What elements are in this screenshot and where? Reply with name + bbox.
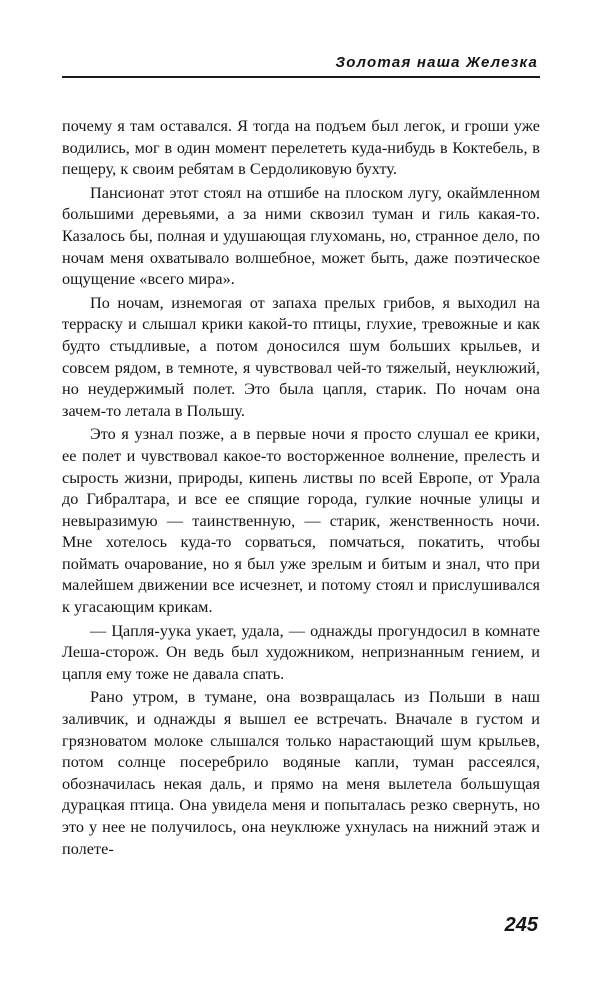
paragraph: Пансионат этот стоял на отшибе на плоском лугу, окаймленном большими деревьями, а за ними сквозил туман и гиль какая-то. Казалось бы, полная и удушающая глухомань, но, странное дело, по ночам меня охватывало волшебное, может быть, даже поэтическое ощущение «всего мира». [62, 183, 540, 289]
running-title: Золотая наша Железка [335, 54, 538, 71]
body-text [62, 116, 540, 860]
page-number: 245 [504, 914, 538, 936]
running-header [62, 54, 540, 78]
paragraph: Рано утром, в тумане, она возвращалась из Польши в наш заливчик, и однажды я вышел ее встречать. Вначале в густом и грязноватом молоке слышался только нарастающий шум крыльев, потом солнце посеребрило водяные капли, туман рассеялся, обозначилась некая даль, и прямо на меня вылетела большущая дурацкая птица. Она увидела меня и попыталась резко свернуть, но это у нее не получилось, она неуклюже ухнулась на нижний этаж и полете- [62, 688, 540, 858]
paragraph: Это я узнал позже, а в первые ночи я просто слушал ее крики, ее полет и чувствовал какое-то восторженное волнение, прелесть и сырость жизни, природы, кипень листвы по всей Европе, от Урала до Гибралтара, и все ее спящие города, гулкие ночные улицы и невыразимую — таинственную, — старик, женственность ночи. Мне хотелось куда-то сорваться, помчаться, покатить, чтобы поймать очарование, но я был уже зрелым и битым и знал, что при малейшем движении все исчезнет, и потому стоял и прислушивался к угасающим крикам. [62, 425, 540, 617]
paragraph: — Цапля-уука укает, удала, — однажды прогундосил в комнате Леша-сторож. Он ведь был художником, непризнанным гением, и цапля ему тоже не давала спать. [62, 621, 540, 683]
paragraph: почему я там оставался. Я тогда на подъем был легок, и гроши уже водились, мог в один момент перелететь куда-нибудь в Коктебель, в пещеру, к своим ребятам в Сердоликовую бухту. [62, 117, 540, 179]
paragraph: По ночам, изнемогая от запаха прелых грибов, я выходил на терраску и слышал крики какой-то птицы, глухие, тревожные и как будто стыдливые, а потом доносился шум больших крыльев, и совсем рядом, в темноте, я чувствовал чей-то тяжелый, неуклюжий, но неудержимый полет. Это была цапля, старик. По ночам она зачем-то летала в Польшу. [62, 293, 540, 420]
